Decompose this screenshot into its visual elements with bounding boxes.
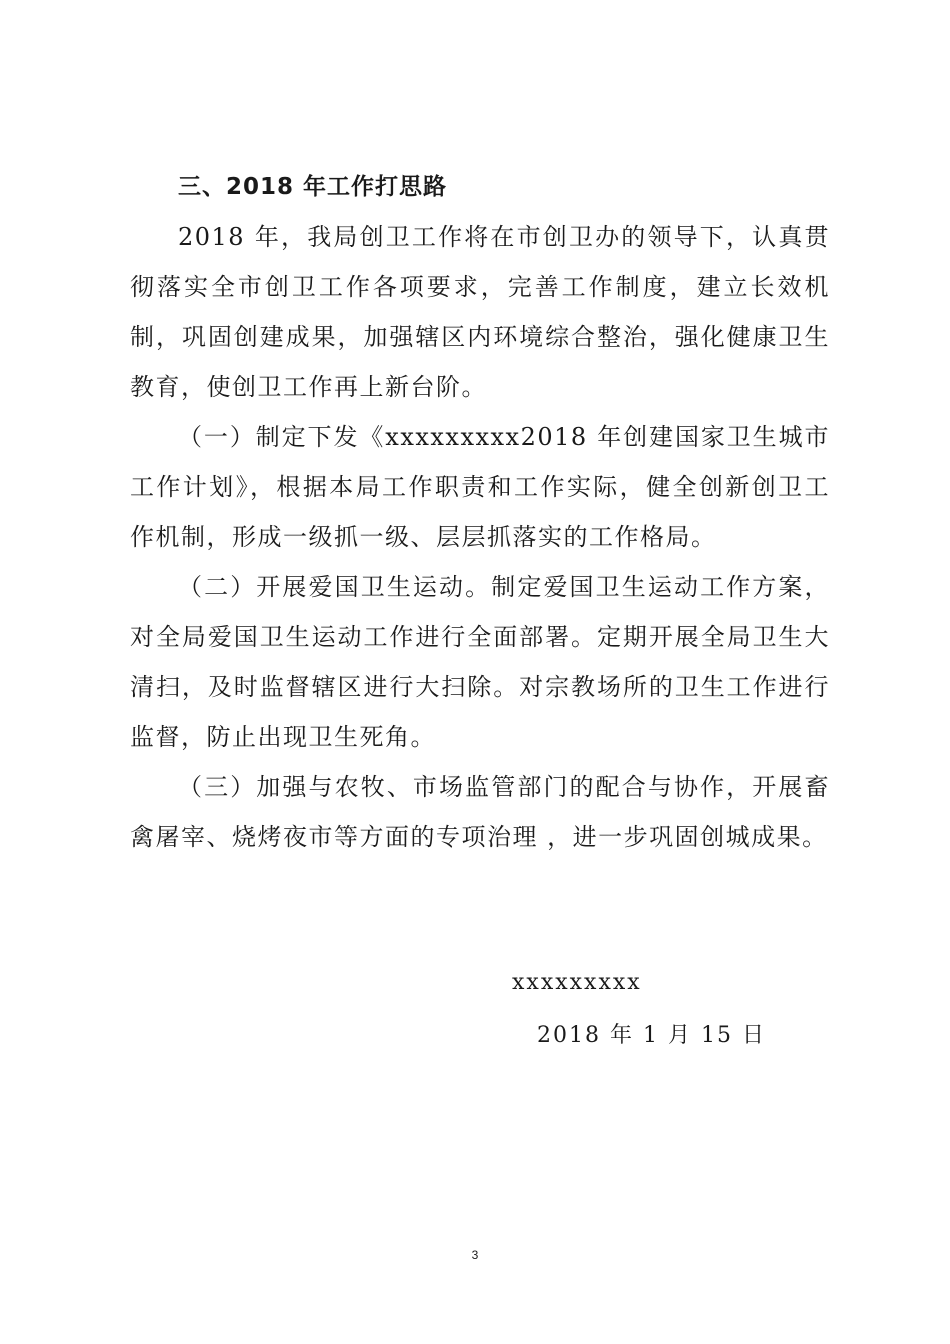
page-number: 3 bbox=[471, 1248, 479, 1262]
signature-date: 2018 年 1 月 15 日 bbox=[537, 1023, 766, 1048]
paragraph-intro: 2018 年，我局创卫工作将在市创卫办的领导下，认真贯彻落实全市创卫工作各项要求，完善工作制度，建立长效机制，巩固创建成果，加强辖区内环境综合整治，强化健康卫生教育，使创卫工作再上新台阶。 bbox=[130, 223, 830, 401]
paragraph-item-2: （二）开展爱国卫生运动。制定爱国卫生运动工作方案，对全局爱国卫生运动工作进行全面部署。定期开展全局卫生大清扫，及时监督辖区进行大扫除。对宗教场所的卫生工作进行监督，防止出现卫生死角。 bbox=[130, 573, 830, 751]
signature-organization: xxxxxxxxx bbox=[512, 970, 642, 995]
paragraph-item-1: （一）制定下发《xxxxxxxxx2018 年创建国家卫生城市工作计划》，根据本局工作职责和工作实际，健全创新创卫工作机制，形成一级抓一级、层层抓落实的工作格局。 bbox=[130, 423, 830, 551]
section-heading: 三、2018 年工作打思路 bbox=[178, 174, 448, 200]
body-text bbox=[130, 212, 830, 862]
paragraph-item-3: （三）加强与农牧、市场监管部门的配合与协作，开展畜禽屠宰、烧烤夜市等方面的专项治理 ，进一步巩固创城成果。 bbox=[130, 773, 830, 851]
